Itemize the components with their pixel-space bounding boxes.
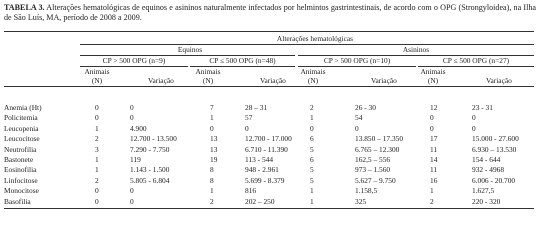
subgroup-equinos-high: CP > 500 OPG (n=9) [102, 56, 166, 65]
cell-variacao-eq-low: 57 [245, 113, 253, 123]
row-label: Policitemia [4, 113, 38, 123]
col-variacao-4: Variação [486, 76, 512, 85]
cell-animais-as-low: 17 [430, 134, 438, 144]
subgroup-asininos-high: CP > 500 OPG (n=10) [323, 56, 391, 65]
bottom-rule [4, 208, 534, 209]
row-label: Neutrofilia [4, 144, 37, 154]
super-header: Alterações hematológicas [276, 34, 354, 43]
cell-variacao-as-high: 26 - 30 [355, 103, 376, 112]
cell-variacao-as-high: 6.765 – 12.300 [355, 144, 400, 154]
col-animais-3: Animais [300, 67, 326, 76]
row-label: Basofilia [4, 196, 31, 206]
cell-variacao-as-low: 0 [472, 113, 476, 123]
cell-variacao-eq-high: 119 [130, 155, 141, 164]
cell-animais-eq-high: 1 [95, 165, 99, 175]
cell-animais-eq-high: 0 [95, 196, 99, 206]
col-n-4: (N) [427, 76, 439, 85]
cell-variacao-eq-low: 12.700 - 17.000 [245, 134, 292, 144]
col-animais-4: Animais [420, 67, 446, 76]
group-equinos: Equinos [177, 45, 203, 54]
cell-variacao-eq-high: 7.290 - 7.750 [130, 144, 170, 154]
cell-animais-as-high: 6 [310, 134, 314, 144]
col-variacao-1: Variação [148, 76, 174, 85]
cell-animais-eq-high: 2 [95, 175, 99, 185]
cell-variacao-as-high: 0 [355, 123, 359, 133]
cell-variacao-as-low: 0 [472, 123, 476, 133]
cell-variacao-eq-high: 0 [130, 103, 134, 112]
row-label: Eosinofilia [4, 165, 37, 175]
subgroup-asininos-low: CP ≤ 500 OPG (n=27) [442, 56, 510, 65]
cell-variacao-eq-low: 5.699 - 8.379 [245, 175, 285, 185]
cell-variacao-eq-high: 0 [130, 186, 134, 196]
cell-variacao-eq-low: 202 – 250 [245, 196, 275, 206]
cell-animais-eq-low: 8 [210, 175, 214, 185]
cell-variacao-as-low: 15.000 - 27.600 [472, 134, 519, 144]
caption-label: TABELA 3. [4, 3, 45, 12]
cell-animais-as-low: 12 [430, 103, 438, 112]
cell-animais-eq-low: 7 [210, 103, 214, 112]
cell-animais-as-high: 5 [310, 175, 314, 185]
cell-animais-eq-high: 3 [95, 144, 99, 154]
cell-variacao-eq-high: 1.143 - 1.500 [130, 165, 170, 175]
cell-animais-as-high: 1 [310, 186, 314, 196]
cell-variacao-eq-low: 948 - 2.961 [245, 165, 279, 175]
cell-animais-as-high: 0 [310, 123, 314, 133]
col-variacao-3: Variação [371, 76, 397, 85]
cell-animais-as-high: 5 [310, 165, 314, 175]
cell-animais-as-low: 0 [430, 113, 434, 123]
cell-animais-eq-high: 1 [95, 155, 99, 164]
cell-variacao-eq-high: 5.805 - 6.804 [130, 175, 170, 185]
table-caption [4, 3, 536, 23]
header-bottom-rule [4, 86, 534, 87]
cell-animais-as-low: 1 [430, 186, 434, 196]
cell-variacao-eq-low: 28 – 31 [245, 103, 268, 112]
subgroup-equinos-low: CP ≤ 500 OPG (n=48) [209, 56, 276, 65]
cell-animais-eq-low: 8 [210, 165, 214, 175]
cell-variacao-eq-high: 0 [130, 196, 134, 206]
col-n-1: (N) [91, 76, 103, 85]
caption-text: Alterações hematológicas de equinos e asininos naturalmente infectados por helmintos gastrintestinais, de acordo com o OPG (Strongyloidea), na Ilha de São Luís, MA, período de 2008 a 2009. [4, 3, 536, 22]
cell-animais-as-high: 1 [310, 196, 314, 206]
cell-animais-eq-high: 1 [95, 123, 99, 133]
cell-animais-as-high: 6 [310, 155, 314, 164]
row-label: Anemia (Ht) [4, 103, 42, 112]
group-asininos: Asininos [402, 45, 430, 54]
row-label: Leucopenia [4, 123, 39, 133]
cell-variacao-eq-low: 113 - 544 [245, 155, 274, 164]
top-rule [4, 31, 534, 32]
col-animais-1: Animais [84, 67, 110, 76]
cell-animais-as-high: 2 [310, 103, 314, 112]
cell-animais-as-low: 0 [430, 123, 434, 133]
cell-animais-eq-low: 1 [210, 186, 214, 196]
col-variacao-2: Variação [260, 76, 286, 85]
cell-animais-as-high: 1 [310, 113, 314, 123]
cell-animais-as-low: 11 [430, 144, 438, 154]
cell-variacao-eq-low: 0 [245, 123, 249, 133]
cell-variacao-eq-low: 816 [245, 186, 257, 196]
cell-animais-eq-low: 13 [210, 134, 218, 144]
cell-animais-eq-high: 0 [95, 103, 99, 112]
row-label: Bastonete [4, 155, 34, 164]
cell-animais-as-high: 5 [310, 144, 314, 154]
cell-variacao-eq-high: 0 [130, 113, 134, 123]
row-label: Leucocitose [4, 134, 40, 144]
cell-variacao-as-low: 6.930 – 13.530 [472, 144, 517, 154]
cell-variacao-as-high: 162,5 – 556 [355, 155, 391, 164]
cell-variacao-eq-low: 6.710 - 11.390 [245, 144, 288, 154]
cell-variacao-eq-high: 12.700 - 13.500 [130, 134, 177, 144]
row-label: Monocitose [4, 186, 39, 196]
cell-animais-eq-low: 13 [210, 144, 218, 154]
cell-variacao-as-low: 23 - 31 [472, 103, 493, 112]
cell-animais-eq-high: 2 [95, 134, 99, 144]
cell-animais-eq-low: 19 [210, 155, 218, 164]
cell-variacao-as-low: 154 - 644 [472, 155, 501, 164]
cell-animais-as-low: 11 [430, 165, 438, 175]
cell-variacao-as-low: 1.627,5 [472, 186, 495, 196]
row-label: Linfocitose [4, 175, 38, 185]
cell-variacao-as-low: 6.006 - 20.700 [472, 175, 516, 185]
cell-variacao-as-high: 13.850 – 17.350 [355, 134, 404, 144]
cell-animais-eq-high: 0 [95, 113, 99, 123]
cell-variacao-as-high: 1.158,5 [355, 186, 378, 196]
cell-variacao-as-high: 5.627 – 9.750 [355, 175, 396, 185]
cell-variacao-as-high: 54 [355, 113, 363, 123]
cell-animais-as-low: 16 [430, 175, 438, 185]
cell-variacao-as-low: 220 - 320 [472, 196, 501, 206]
col-n-2: (N) [202, 76, 214, 85]
cell-animais-eq-low: 2 [210, 196, 214, 206]
cell-animais-as-low: 14 [430, 155, 438, 164]
cell-variacao-as-high: 325 [355, 196, 367, 206]
cell-animais-as-low: 2 [430, 196, 434, 206]
cell-variacao-as-low: 932 - 4968 [472, 165, 505, 175]
cell-variacao-as-high: 973 – 1.560 [355, 165, 391, 175]
col-n-3: (N) [307, 76, 319, 85]
super-header-rule [80, 44, 534, 45]
cell-animais-eq-low: 0 [210, 123, 214, 133]
cell-animais-eq-low: 1 [210, 113, 214, 123]
cell-variacao-eq-high: 4.900 [130, 123, 147, 133]
col-animais-2: Animais [195, 67, 221, 76]
cell-animais-eq-high: 0 [95, 186, 99, 196]
